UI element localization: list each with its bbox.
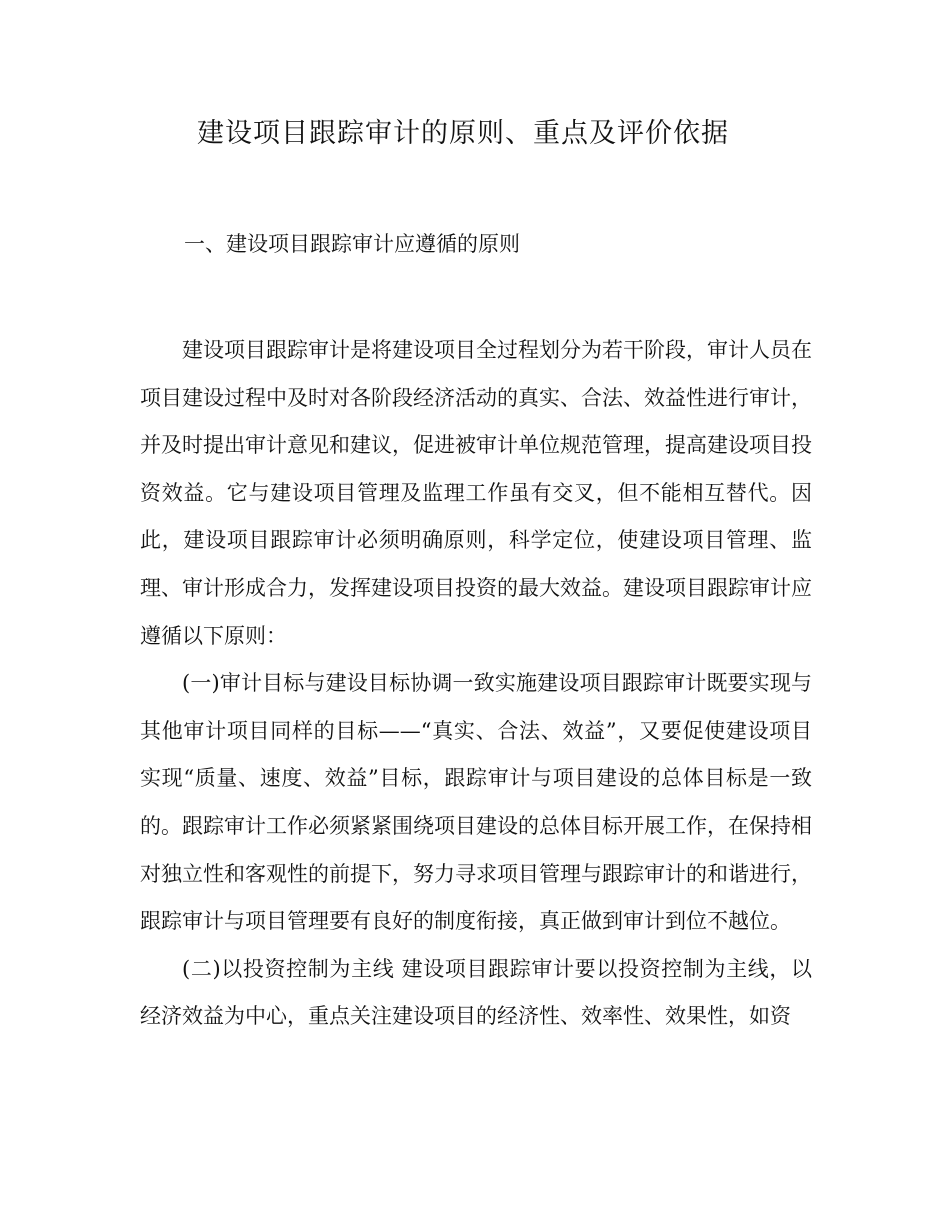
paragraph-principle-1: (一)审计目标与建设目标协调一致实施建设项目跟踪审计既要实现与其他审计项目同样的目标——“真实、合法、效益”，又要促使建设项目实现“质量、速度、效益”目标，跟踪审计与项目建设的总体目标是一致的。跟踪审计工作必须紧紧围绕项目建设的总体目标开展工作，在保持相对独立性和客观性的前提下，努力寻求项目管理与跟踪审计的和谐进行，跟踪审计与项目管理要有良好的制度衔接，真正做到审计到位不越位。 [140,671,812,934]
paragraph-intro: 建设项目跟踪审计是将建设项目全过程划分为若干阶段，审计人员在项目建设过程中及时对各阶段经济活动的真实、合法、效益性进行审计，并及时提出审计意见和建议，促进被审计单位规范管理，提高建设项目投资效益。它与建设项目管理及监理工作虽有交叉，但不能相互替代。因此，建设项目跟踪审计必须明确原则，科学定位，使建设项目管理、监理、审计形成合力，发挥建设项目投资的最大效益。建设项目跟踪审计应遵循以下原则： [140,338,812,648]
body-text [140,327,812,1041]
section-heading: 一、建设项目跟踪审计应遵循的原则 [184,232,520,256]
paragraph-principle-2: (二)以投资控制为主线 建设项目跟踪审计要以投资控制为主线，以经济效益为中心，重点关注建设项目的经济性、效率性、效果性，如资 [140,956,812,1029]
document-title: 建设项目跟踪审计的原则、重点及评价依据 [197,118,729,149]
